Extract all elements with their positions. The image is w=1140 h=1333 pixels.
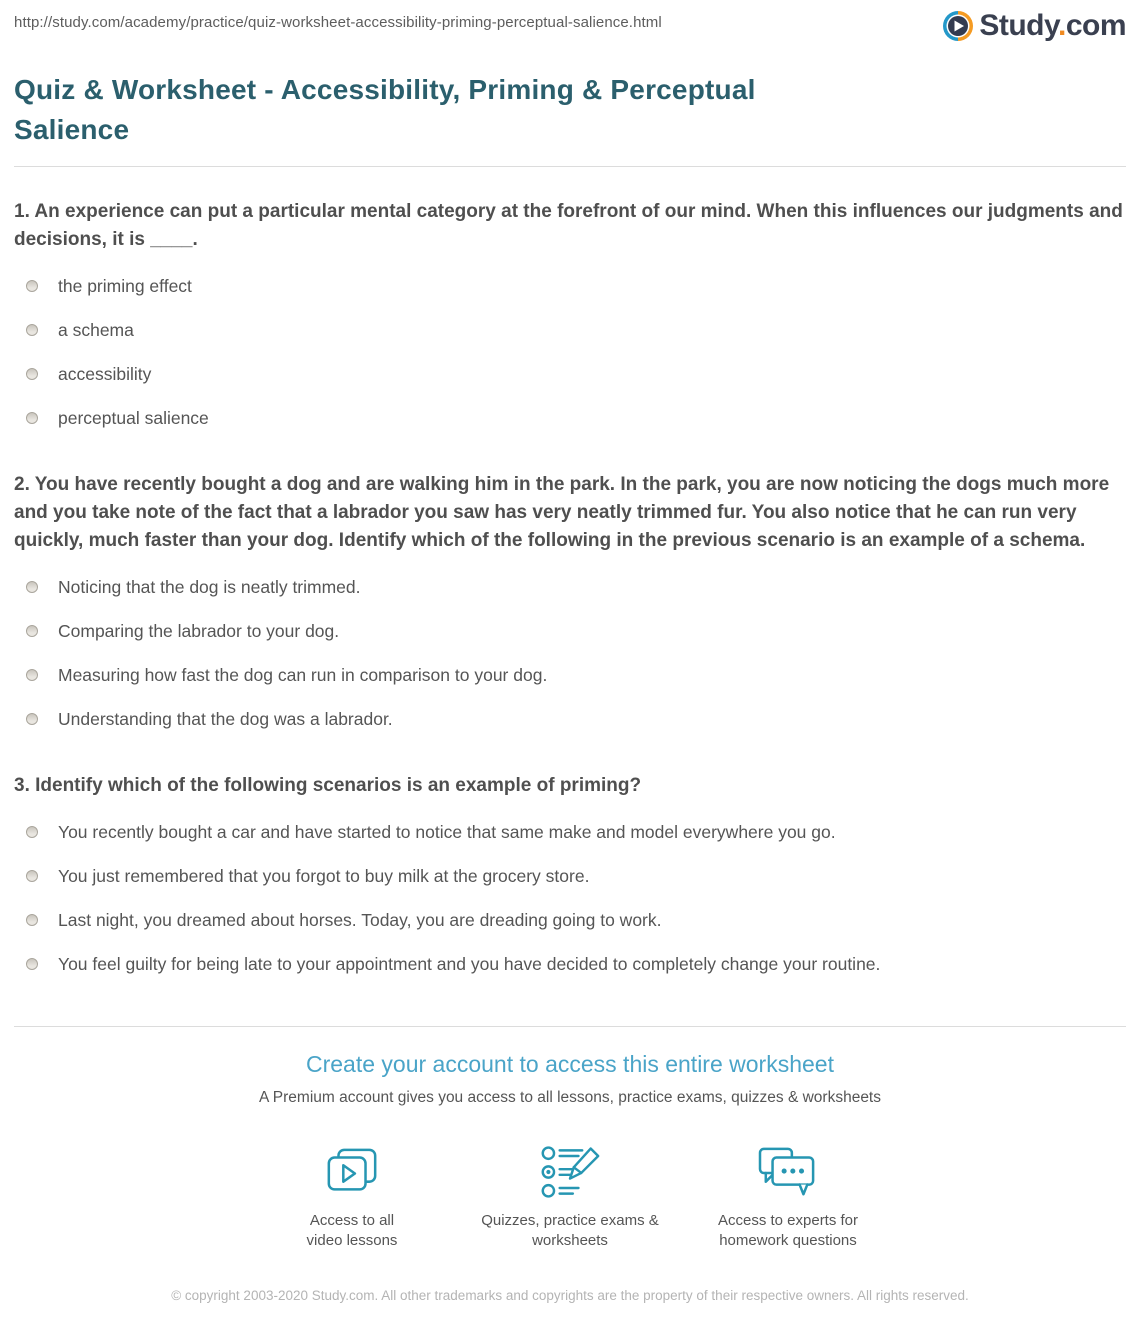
feature-video-lessons [243, 1137, 461, 1251]
option-row[interactable] [14, 854, 1126, 898]
feature-list [14, 1137, 1126, 1251]
radio-button[interactable] [26, 368, 38, 380]
page-title: Quiz & Worksheet - Accessibility, Priming & Perceptual Salience [14, 74, 756, 145]
option-row[interactable] [14, 898, 1126, 942]
question-text: 2. You have recently bought a dog and are walking him in the park. In the park, you are now noticing the dogs much more and you take note of the fact that a labrador you saw has very neatly trimmed fur. You also notice that he can run very quickly, much faster than your dog. Identify which of the following in the previous scenario is an example of a schema. [14, 474, 1110, 551]
option-label: accessibility [58, 363, 152, 384]
option-row[interactable] [14, 653, 1126, 697]
question-text: 1. An experience can put a particular mental category at the forefront of our mind. When this influences our judgments and decisions, it is ____. [14, 201, 1123, 250]
radio-button[interactable] [26, 412, 38, 424]
question-1-options [14, 264, 1126, 440]
studycom-logo[interactable] [942, 10, 1126, 42]
radio-button[interactable] [26, 581, 38, 593]
question-3 [14, 772, 1126, 986]
feature-label: Quizzes, practice exams & worksheets [481, 1212, 659, 1249]
radio-button[interactable] [26, 958, 38, 970]
question-2-options [14, 565, 1126, 741]
option-label: Last night, you dreamed about horses. Today, you are dreading going to work. [58, 909, 662, 930]
feature-label: Access to experts for homework questions [717, 1212, 859, 1249]
copyright-text: © copyright 2003-2020 Study.com. All other trademarks and copyrights are the property of their respective owners. All rights reserved. [171, 1288, 969, 1303]
page-url: http://study.com/academy/practice/quiz-worksheet-accessibility-priming-perceptual-salience.html [14, 14, 662, 31]
option-row[interactable] [14, 810, 1126, 854]
logo-dot: . [1057, 9, 1066, 42]
option-label: perceptual salience [58, 407, 209, 428]
question-3-options [14, 810, 1126, 986]
page-header [14, 10, 1126, 42]
cta-section [14, 1026, 1126, 1305]
radio-button[interactable] [26, 280, 38, 292]
option-label: Understanding that the dog was a labrador. [58, 708, 393, 729]
option-label: Noticing that the dog is neatly trimmed. [58, 576, 361, 597]
option-label: Measuring how fast the dog can run in comparison to your dog. [58, 664, 548, 685]
studycom-logo-icon [942, 10, 974, 42]
option-row[interactable] [14, 264, 1126, 308]
option-label: Comparing the labrador to your dog. [58, 620, 340, 641]
option-label: You recently bought a car and have started to notice that same make and model everywhere you go. [58, 821, 836, 842]
option-label: the priming effect [58, 275, 192, 296]
option-label: a schema [58, 319, 134, 340]
video-lessons-icon [323, 1137, 381, 1201]
feature-experts [679, 1137, 897, 1251]
radio-button[interactable] [26, 625, 38, 637]
option-row[interactable] [14, 609, 1126, 653]
option-row[interactable] [14, 352, 1126, 396]
radio-button[interactable] [26, 826, 38, 838]
question-1 [14, 198, 1126, 440]
option-row[interactable] [14, 697, 1126, 741]
radio-button[interactable] [26, 669, 38, 681]
quiz-worksheet-icon [539, 1137, 601, 1201]
option-label: You feel guilty for being late to your appointment and you have decided to completely change your routine. [58, 953, 881, 974]
studycom-logo-text: Study.com [979, 9, 1126, 42]
cta-subheading: A Premium account gives you access to all lessons, practice exams, quizzes & worksheets [259, 1089, 881, 1106]
option-row[interactable] [14, 942, 1126, 986]
feature-label: Access to all video lessons [306, 1212, 398, 1249]
question-2 [14, 471, 1126, 741]
title-divider [14, 166, 1126, 167]
option-row[interactable] [14, 308, 1126, 352]
question-text: 3. Identify which of the following scenarios is an example of priming? [14, 775, 642, 796]
feature-quizzes [461, 1137, 679, 1251]
option-label: You just remembered that you forgot to buy milk at the grocery store. [58, 865, 590, 886]
radio-button[interactable] [26, 870, 38, 882]
option-row[interactable] [14, 565, 1126, 609]
cta-heading: Create your account to access this entire worksheet [306, 1051, 834, 1077]
radio-button[interactable] [26, 713, 38, 725]
option-row[interactable] [14, 396, 1126, 440]
radio-button[interactable] [26, 324, 38, 336]
radio-button[interactable] [26, 914, 38, 926]
chat-experts-icon [757, 1137, 819, 1201]
